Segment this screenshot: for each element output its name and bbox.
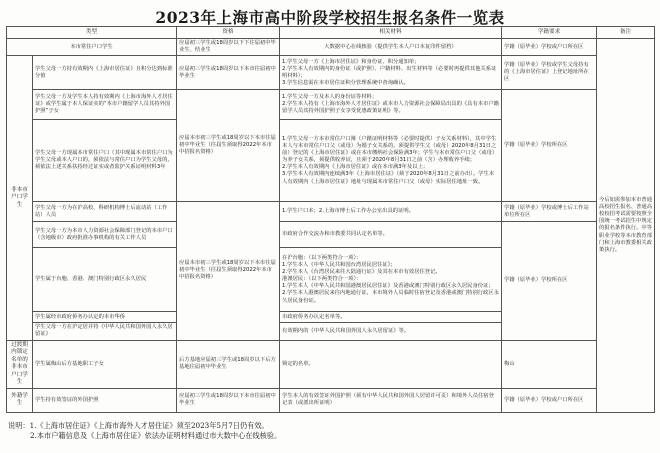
type-cell: 学生属于台胞、香港、澳门特别行政区永久居民 (33, 248, 177, 312)
footnote: 说明：1.《上海市居住证》《上海市海外人才居住证》须至2023年5月7日仍有效。 (8, 421, 269, 430)
category-cell: 非本市户口学生 (7, 56, 33, 340)
qualification-cell: 应届初三学生或18周岁以下下往届初中毕业生、结业生 (177, 39, 280, 56)
footnote: 2.本市户籍信息及《上海市居住证》依法办证明材料通过市大数中心在线核验。 (30, 431, 282, 441)
type-cell: 学生父母一方为在沪高校、科研机构博士后流动站（工作站）人员 (33, 202, 177, 222)
materials-cell: 1.学生父母一方《上海市居住证》和身份证、积分通知单； 2.学生本人有效期内的身份证（或护照）、户籍材料、出生材料等（必要时再提供其他关系证明材料）； 3.学生信息需在本市居住证积分管理系统中查询确认。 (280, 56, 502, 90)
materials-cell: 1.学生父母一方及本人的身份证等材料； 2.学生本人持有《上海市海外人才居住证》或本市人力资源社会保障局出具的《具有本市户籍留学人员其持外国护照子女享受优惠政策证明》等。 (280, 90, 502, 120)
category-cell: 外籍学生 (7, 388, 33, 412)
materials-cell: 在沪台胞：（以下两类符合一项）： 1.学生本人《中华人民共和国台湾居民居住证》； 2.学生本人《台湾居民来往大陆通行证》及其在本市有效居住登记。 港澳居民：（以下两类符合一项）： 1.学生本人《中华人民共和国港澳居民居住证》及香港或澳门特别行政区永久居民身份证； 2.学生本人港澳居民来往内地通行证，本市境外人员临时住宿登记及香港或澳门特别行政区永久居民身份证。 (280, 248, 502, 312)
materials-cell: 有效期内的《中华人民共和国外国人永久居留证》等。 (280, 323, 502, 340)
enrollment-req-cell: 学籍（原毕业）学校或博士后工作站单位所在区 (502, 202, 597, 222)
type-cell: 学生父母一方及学生本人持有效期内《上海市海外人才居住证》或学生属于本人保证实的“本市户籍留学人员其持外国护照”子女 (33, 90, 177, 120)
type-cell: 学生属梅山后方基地职工子女 (33, 340, 177, 388)
header-remarks: 备注 (597, 27, 655, 39)
qualification-cell: 应届本市初三学生或18周岁以下本市往届初中毕业生（往届生须取得2022年本市中招报名资格） (177, 90, 280, 202)
table-row (7, 90, 655, 120)
qualification-cell: 后方基地应届初三学生或18周岁以下后方基地往届初中毕业生 (177, 340, 280, 388)
remarks-cell: 今后如需参加本市普通高校招生报名、普通高校校招考试需要按照全国统一考试招生中规定的报名条件执行。中等职业学校等本市教育部门和上海市教委相关政策执行。 (597, 39, 655, 413)
qualification-cell: 应届本市初三学生或18周岁以下本市往届初中毕业生（往届生须取得2022年本市中招报名资格） (177, 202, 280, 340)
header-materials: 相关材料 (280, 27, 502, 39)
type-cell: 学生父母一方为本市人力资源社会保障部门登记的本市户口（含地级市）政府批准办事机构的有关工作人员 (33, 222, 177, 248)
materials-cell: 1.学生父母一方本市常住户口簿（户籍证明材料等（必要时提供）子女关系材料），其中学生本人与本市常住户口父（或母）为婚子女关系的，须提供学生父（或母）2020年8月31日之前）登记的《上海市居住证》或在本市缴纳社会保险满3年；学生与本市常住户口父（或母）为养子女关系，须提供收养证，且须于2020年8月31日之前（含）办理收养手续； 2.学生本人有效期内《上海市居住证》或在本市满3年及以上； 3.学生本人有效期内连续满3年《上海市居住证》（须于2020年8月31日之前办出）。学生本人有效期内《上海市居住证》地址与现属本市常住户口父（或母）实际居住地址一致。 (280, 120, 502, 202)
enrollment-req-cell: 学籍（原毕业）学校所在区 (502, 222, 597, 340)
qualification-cell: 应届初三学生或18周岁以下本市往届初中毕业生 (177, 388, 280, 412)
enrollment-req-cell: 学籍（原毕业）学校所在区 (502, 90, 597, 202)
materials-cell: 市政府合作交流办和市教委共同认定名单等。 (280, 222, 502, 248)
enrollment-req-cell: 梅山 (502, 340, 597, 388)
table-row (7, 56, 655, 90)
header-type: 类型 (7, 27, 177, 39)
table-row (7, 39, 655, 56)
table-row (7, 340, 655, 388)
table-header-row (7, 27, 655, 39)
enrollment-req-cell: 学籍（原毕业）学校或户口所在区 (502, 388, 597, 412)
table-row (7, 202, 655, 222)
enrollment-conditions-table (6, 26, 655, 413)
type-cell: 学生属经市政府侨务办认定的本市华侨 (33, 312, 177, 323)
header-qualification: 资格 (177, 27, 280, 39)
materials-cell: 大数据中心在线核验（提供学生本人户口本复印件留档） (280, 39, 502, 56)
type-cell: 学生父母一方持有效期内《上海市居住证》且积分达到标准分值 (33, 56, 177, 90)
table-row (7, 388, 655, 412)
materials-cell: 市政府侨务办认定名单等。 (280, 312, 502, 323)
table-row (7, 222, 655, 248)
document-title: 2023年上海市高中阶段学校招生报名条件一览表 (155, 8, 505, 27)
type-cell: 学生持有效签证的外国护照 (33, 388, 177, 412)
materials-cell: 1.学生户口本；2.上海市博士后工作办公室出具的证明。 (280, 202, 502, 222)
type-cell: 学生父母一方在沪定居并持《中华人民共和国外国人永久居留证》 (33, 323, 177, 340)
type-cell: 学生父母一方现属本市常住户口（其中现属本市常住户口为学生父母或本人户口的，须依法与常住户口为学生父母的，须依法上述关系扶持经过证实或者监护关系证明材料3年 (33, 120, 177, 202)
materials-cell: 学生本人的有效签证外国护照（须有中华人民共和国外国人居留许可页）和境外人员住宿登记表（或派出所证明） (280, 388, 502, 412)
enrollment-req-cell: 学籍（原毕业）学校或户口所在区 (502, 39, 597, 56)
qualification-cell: 应届初三学生或18周岁以下本市往届初中毕业生 (177, 56, 280, 90)
header-enrollment-req: 学籍要求 (502, 27, 597, 39)
materials-cell: 锁定的名单。 (280, 340, 502, 388)
type-cell: 本市常住户口学生 (7, 39, 177, 56)
footnotes (8, 421, 648, 442)
enrollment-req-cell: 学籍（原毕业）学校或学生父母持有的《上海市居住证》上登记地址所在区 (502, 56, 597, 90)
category-cell: 过渡期内锁定名单的非本市户口学生 (7, 340, 33, 388)
